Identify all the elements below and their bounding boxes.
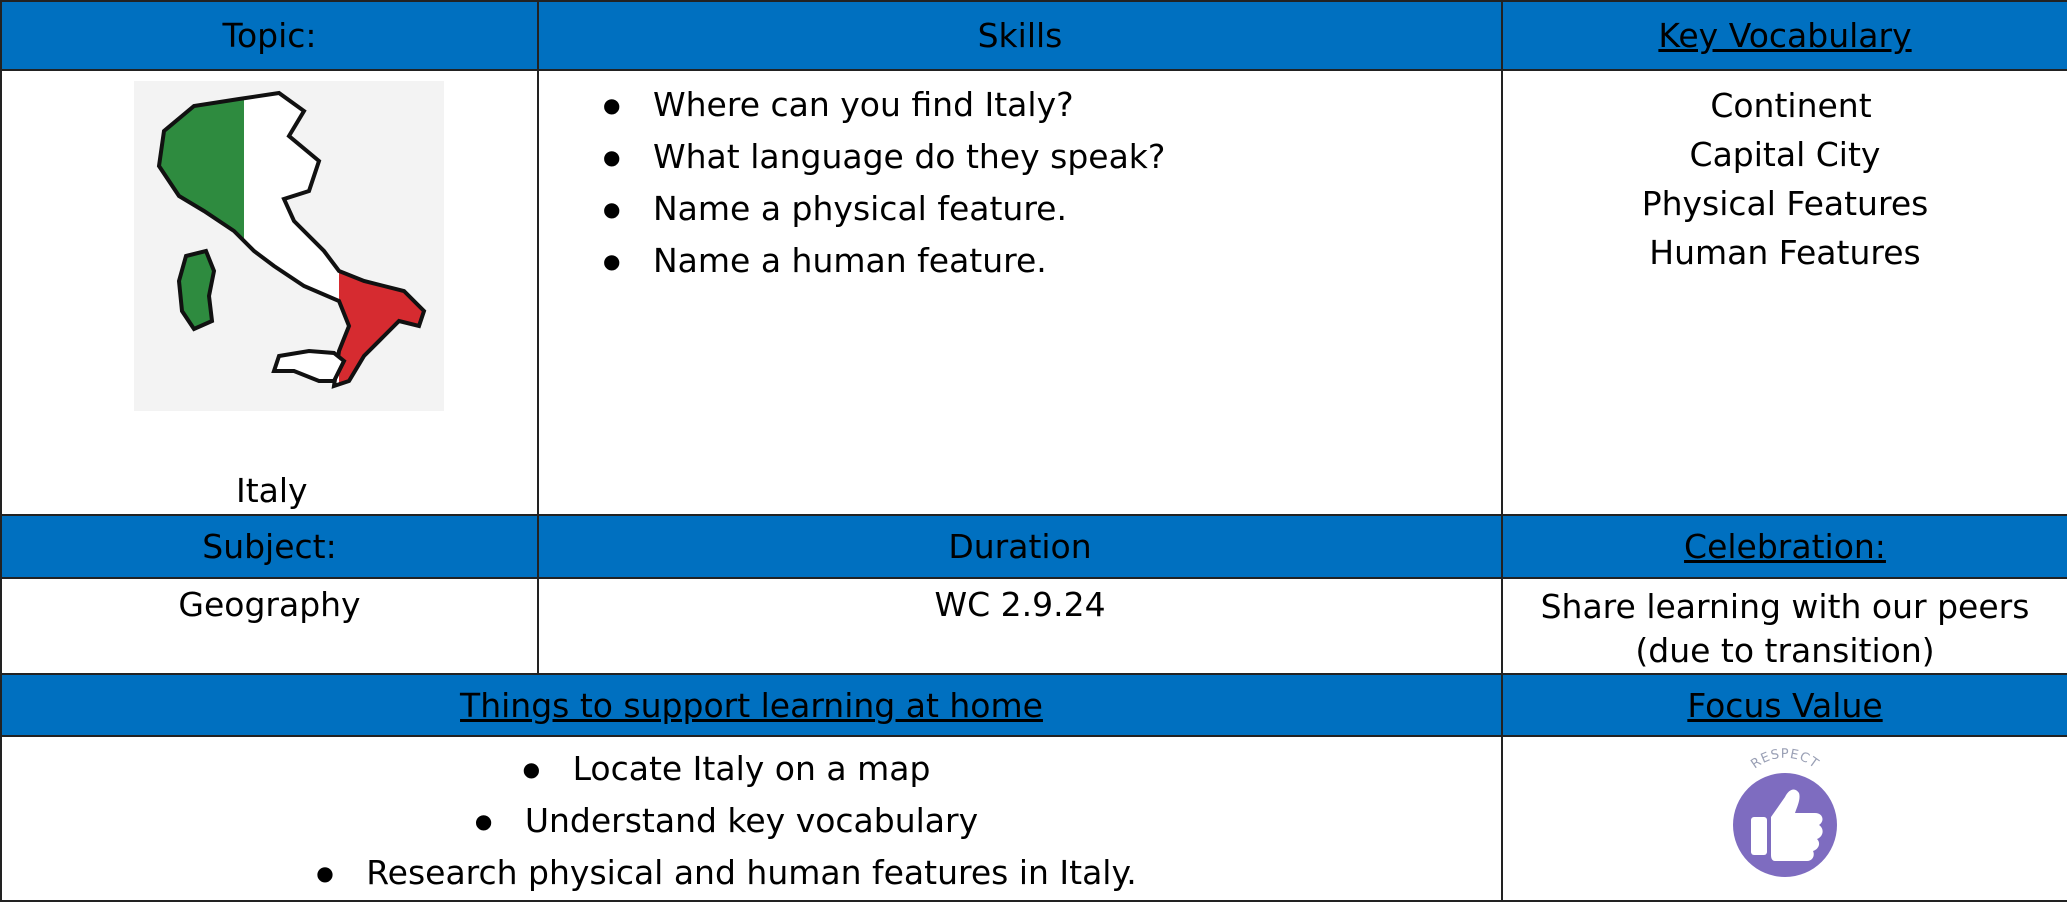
topic-name: Italy bbox=[236, 471, 308, 510]
vocab-item: Physical Features bbox=[1641, 184, 1929, 223]
home-support-header bbox=[1, 674, 1502, 736]
list-item: ● What language do they speak? bbox=[653, 131, 1501, 183]
skills-cell bbox=[538, 70, 1502, 515]
list-item: ● Research physical and human features in Italy. bbox=[366, 847, 1137, 899]
focus-value-cell bbox=[1502, 736, 2067, 901]
topic-cell bbox=[1, 70, 538, 515]
celebration-header bbox=[1502, 515, 2067, 578]
list-item: ● Understand key vocabulary bbox=[525, 795, 978, 847]
vocab-item: Capital City bbox=[1689, 135, 1881, 174]
topic-header: Topic: bbox=[1, 1, 538, 70]
celebration-line-1: Share learning with our peers bbox=[1540, 587, 2030, 626]
respect-badge bbox=[1715, 737, 1855, 877]
duration-cell: WC 2.9.24 bbox=[538, 578, 1502, 674]
celebration-line-2: (due to transition) bbox=[1635, 631, 1935, 670]
celebration-label: Celebration: bbox=[1684, 527, 1886, 566]
badge-text: RESPECT bbox=[1748, 746, 1822, 773]
home-support-cell bbox=[1, 736, 1502, 901]
skills-header: Skills bbox=[538, 1, 1502, 70]
skills-list bbox=[539, 71, 1501, 287]
key-vocabulary-label: Key Vocabulary bbox=[1658, 16, 1912, 55]
home-support-label: Things to support learning at home bbox=[460, 685, 1043, 725]
key-vocabulary-header bbox=[1502, 1, 2067, 70]
focus-value-label: Focus Value bbox=[1687, 685, 1883, 725]
list-item: ● Where can you find Italy? bbox=[653, 79, 1501, 131]
focus-value-header bbox=[1502, 674, 2067, 736]
celebration-cell bbox=[1502, 578, 2067, 674]
list-item: ● Name a physical feature. bbox=[653, 183, 1501, 235]
duration-header: Duration bbox=[538, 515, 1502, 578]
vocab-item: Human Features bbox=[1649, 233, 1921, 272]
svg-text:RESPECT bbox=[1748, 747, 1821, 772]
subject-cell: Geography bbox=[1, 578, 538, 674]
vocab-item: Continent bbox=[1710, 86, 1872, 125]
italy-map-image bbox=[134, 81, 444, 411]
vocabulary-cell bbox=[1502, 70, 2067, 515]
home-support-list bbox=[2, 737, 1501, 899]
list-item: ● Name a human feature. bbox=[653, 235, 1501, 287]
list-item: ● Locate Italy on a map bbox=[573, 743, 931, 795]
subject-header: Subject: bbox=[1, 515, 538, 578]
